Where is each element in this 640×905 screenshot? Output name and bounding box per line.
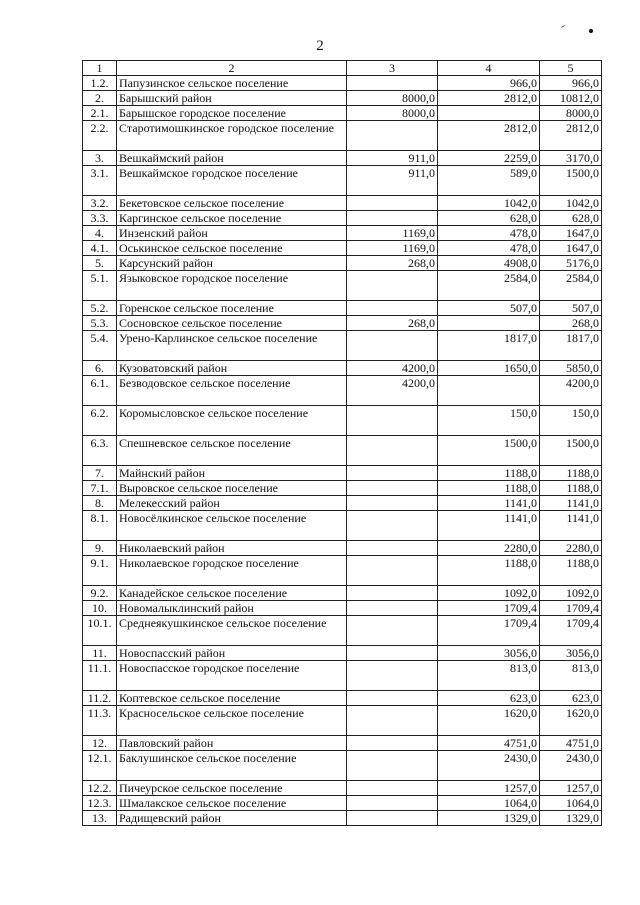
amount-column-3 [347,511,438,541]
amount-total: 1042,0 [540,196,602,211]
amount-total: 1257,0 [540,781,602,796]
amount-column-3 [347,466,438,481]
amount-total: 1647,0 [540,241,602,256]
amount-column-4: 478,0 [438,226,540,241]
row-number: 5.4. [83,331,117,361]
municipality-name: Карсунский район [117,256,347,271]
amount-column-3: 8000,0 [347,106,438,121]
row-number: 3. [83,151,117,166]
amount-total: 507,0 [540,301,602,316]
row-number: 1.2. [83,76,117,91]
amount-total: 1500,0 [540,436,602,466]
table-row [83,736,602,751]
amount-total: 3170,0 [540,151,602,166]
row-number: 13. [83,811,117,826]
municipality-name: Оськинское сельское поселение [117,241,347,256]
row-number: 7. [83,466,117,481]
amount-column-3 [347,541,438,556]
table-row [83,496,602,511]
amount-column-4: 1817,0 [438,331,540,361]
amount-column-4: 1042,0 [438,196,540,211]
row-number: 3.2. [83,196,117,211]
municipality-name: Новоспасское городское поселение [117,661,347,691]
municipality-name: Старотимошкинское городское поселение [117,121,347,151]
amount-total: 1141,0 [540,511,602,541]
table-row [83,781,602,796]
municipality-name: Коромысловское сельское поселение [117,406,347,436]
amount-column-3 [347,406,438,436]
row-number: 5.1. [83,271,117,301]
column-number: 4 [438,61,540,76]
municipality-name: Мелекесский район [117,496,347,511]
amount-column-4: 4751,0 [438,736,540,751]
municipality-name: Инзенский район [117,226,347,241]
table-row [83,646,602,661]
amount-total: 1817,0 [540,331,602,361]
amount-total: 8000,0 [540,106,602,121]
table-row [83,466,602,481]
amount-column-4: 478,0 [438,241,540,256]
municipality-name: Сосновское сельское поселение [117,316,347,331]
amount-column-4: 1620,0 [438,706,540,736]
municipality-name: Баклушинское сельское поселение [117,751,347,781]
amount-total: 3056,0 [540,646,602,661]
amount-column-3: 911,0 [347,151,438,166]
amount-column-3 [347,691,438,706]
amount-column-4: 2812,0 [438,121,540,151]
municipality-name: Языковское городское поселение [117,271,347,301]
table-row [83,796,602,811]
row-number: 2. [83,91,117,106]
amount-column-3 [347,646,438,661]
amount-column-3: 4200,0 [347,376,438,406]
municipality-name: Кузоватовский район [117,361,347,376]
amount-total: 1188,0 [540,466,602,481]
row-number: 11.3. [83,706,117,736]
municipality-name: Каргинское сельское поселение [117,211,347,226]
table-row [83,406,602,436]
municipality-name: Выровское сельское поселение [117,481,347,496]
table-row [83,601,602,616]
amount-column-3 [347,331,438,361]
table-row [83,556,602,586]
municipality-name: Вешкаймский район [117,151,347,166]
amount-column-4: 2280,0 [438,541,540,556]
amount-column-4: 1188,0 [438,556,540,586]
amount-total: 1064,0 [540,796,602,811]
municipality-name: Барышский район [117,91,347,106]
row-number: 12.3. [83,796,117,811]
table-row [83,436,602,466]
table-row [83,256,602,271]
table-row [83,211,602,226]
amount-column-4: 1709,4 [438,616,540,646]
amount-column-4: 1064,0 [438,796,540,811]
row-number: 12.2. [83,781,117,796]
row-number: 3.1. [83,166,117,196]
amount-column-4: 1257,0 [438,781,540,796]
table-row [83,121,602,151]
amount-column-3: 4200,0 [347,361,438,376]
amount-total: 10812,0 [540,91,602,106]
amount-total: 5176,0 [540,256,602,271]
municipality-name: Новомалыклинский район [117,601,347,616]
row-number: 11.2. [83,691,117,706]
column-number-row [83,61,602,76]
row-number: 6.1. [83,376,117,406]
row-number: 2.1. [83,106,117,121]
municipality-name: Николаевское городское поселение [117,556,347,586]
amount-column-4: 966,0 [438,76,540,91]
table-row [83,76,602,91]
row-number: 5. [83,256,117,271]
amount-column-3 [347,301,438,316]
table-row [83,301,602,316]
municipality-name: Барышское городское поселение [117,106,347,121]
amount-column-4: 2812,0 [438,91,540,106]
amount-column-4: 4908,0 [438,256,540,271]
table-row [83,241,602,256]
table-row [83,106,602,121]
amount-column-3: 911,0 [347,166,438,196]
amount-total: 966,0 [540,76,602,91]
row-number: 8.1. [83,511,117,541]
amount-column-4: 589,0 [438,166,540,196]
amount-column-3 [347,796,438,811]
amount-column-4: 1650,0 [438,361,540,376]
table-row [83,271,602,301]
amount-column-3 [347,706,438,736]
row-number: 12. [83,736,117,751]
amount-total: 2584,0 [540,271,602,301]
row-number: 11. [83,646,117,661]
amount-total: 1141,0 [540,496,602,511]
table-row [83,706,602,736]
row-number: 6.3. [83,436,117,466]
amount-column-4: 2259,0 [438,151,540,166]
amount-column-3: 268,0 [347,256,438,271]
table-row [83,751,602,781]
amount-column-4: 1329,0 [438,811,540,826]
row-number: 2.2. [83,121,117,151]
row-number: 8. [83,496,117,511]
amount-column-3 [347,196,438,211]
amount-column-4: 1092,0 [438,586,540,601]
amount-column-4: 628,0 [438,211,540,226]
amount-total: 1329,0 [540,811,602,826]
amount-total: 4200,0 [540,376,602,406]
municipality-name: Павловский район [117,736,347,751]
amount-column-3: 268,0 [347,316,438,331]
municipality-name: Безводовское сельское поселение [117,376,347,406]
amount-column-4: 1141,0 [438,496,540,511]
row-number: 5.3. [83,316,117,331]
municipality-name: Пичеурское сельское поселение [117,781,347,796]
municipality-name: Коптевское сельское поселение [117,691,347,706]
row-number: 7.1. [83,481,117,496]
amount-total: 623,0 [540,691,602,706]
amount-total: 813,0 [540,661,602,691]
amount-total: 2280,0 [540,541,602,556]
amount-total: 4751,0 [540,736,602,751]
amount-total: 1709,4 [540,601,602,616]
amount-column-3: 1169,0 [347,226,438,241]
amount-column-4: 507,0 [438,301,540,316]
amount-total: 5850,0 [540,361,602,376]
scan-dot [589,29,593,33]
municipality-name: Среднеякушкинское сельское поселение [117,616,347,646]
municipality-name: Бекетовское сельское поселение [117,196,347,211]
amount-column-3 [347,556,438,586]
row-number: 4. [83,226,117,241]
amount-column-3 [347,601,438,616]
amount-column-4: 1141,0 [438,511,540,541]
allocation-table [82,60,602,826]
municipality-name: Горенское сельское поселение [117,301,347,316]
amount-total: 2430,0 [540,751,602,781]
amount-column-3 [347,211,438,226]
amount-column-3 [347,481,438,496]
table-row [83,811,602,826]
amount-column-4: 150,0 [438,406,540,436]
amount-total: 1620,0 [540,706,602,736]
row-number: 10.1. [83,616,117,646]
column-number: 5 [540,61,602,76]
page-number: 2 [316,38,324,54]
table-row [83,586,602,601]
amount-column-3 [347,781,438,796]
table-row [83,331,602,361]
municipality-name: Урено-Карлинское сельское поселение [117,331,347,361]
amount-column-4 [438,106,540,121]
scan-mark [561,25,565,28]
amount-total: 628,0 [540,211,602,226]
table-row [83,511,602,541]
table-row [83,361,602,376]
amount-column-3 [347,436,438,466]
table-row [83,481,602,496]
municipality-name: Радищевский район [117,811,347,826]
amount-column-3 [347,496,438,511]
amount-total: 1709,4 [540,616,602,646]
amount-column-3: 1169,0 [347,241,438,256]
column-number: 3 [347,61,438,76]
table-row [83,196,602,211]
amount-column-3 [347,76,438,91]
row-number: 9.2. [83,586,117,601]
municipality-name: Вешкаймское городское поселение [117,166,347,196]
amount-total: 268,0 [540,316,602,331]
column-number: 2 [117,61,347,76]
amount-total: 1647,0 [540,226,602,241]
amount-column-4: 2430,0 [438,751,540,781]
row-number: 10. [83,601,117,616]
row-number: 3.3. [83,211,117,226]
municipality-name: Спешневское сельское поселение [117,436,347,466]
table-row [83,226,602,241]
amount-column-4 [438,316,540,331]
table-row [83,151,602,166]
amount-total: 1188,0 [540,481,602,496]
municipality-name: Канадейское сельское поселение [117,586,347,601]
table-row [83,316,602,331]
table-row [83,91,602,106]
amount-column-3 [347,811,438,826]
amount-column-4: 1500,0 [438,436,540,466]
amount-column-3 [347,271,438,301]
amount-column-3 [347,661,438,691]
amount-column-3 [347,586,438,601]
row-number: 4.1. [83,241,117,256]
table-row [83,541,602,556]
row-number: 6.2. [83,406,117,436]
amount-column-3 [347,736,438,751]
row-number: 5.2. [83,301,117,316]
municipality-name: Папузинское сельское поселение [117,76,347,91]
row-number: 11.1. [83,661,117,691]
column-number: 1 [83,61,117,76]
amount-column-3 [347,751,438,781]
table-row [83,376,602,406]
municipality-name: Шмалакское сельское поселение [117,796,347,811]
amount-column-4: 1188,0 [438,481,540,496]
amount-column-4: 1188,0 [438,466,540,481]
row-number: 9.1. [83,556,117,586]
table-row [83,661,602,691]
amount-total: 2812,0 [540,121,602,151]
amount-column-4 [438,376,540,406]
table-row [83,691,602,706]
amount-column-4: 3056,0 [438,646,540,661]
amount-total: 1500,0 [540,166,602,196]
municipality-name: Майнский район [117,466,347,481]
table-row [83,616,602,646]
amount-total: 1092,0 [540,586,602,601]
amount-column-3: 8000,0 [347,91,438,106]
amount-total: 1188,0 [540,556,602,586]
amount-column-4: 623,0 [438,691,540,706]
municipality-name: Николаевский район [117,541,347,556]
municipality-name: Красносельское сельское поселение [117,706,347,736]
amount-column-4: 2584,0 [438,271,540,301]
municipality-name: Новосёлкинское сельское поселение [117,511,347,541]
table-row [83,166,602,196]
amount-column-4: 1709,4 [438,601,540,616]
amount-column-4: 813,0 [438,661,540,691]
row-number: 12.1. [83,751,117,781]
row-number: 6. [83,361,117,376]
municipality-name: Новоспасский район [117,646,347,661]
amount-column-3 [347,121,438,151]
amount-column-3 [347,616,438,646]
row-number: 9. [83,541,117,556]
amount-total: 150,0 [540,406,602,436]
